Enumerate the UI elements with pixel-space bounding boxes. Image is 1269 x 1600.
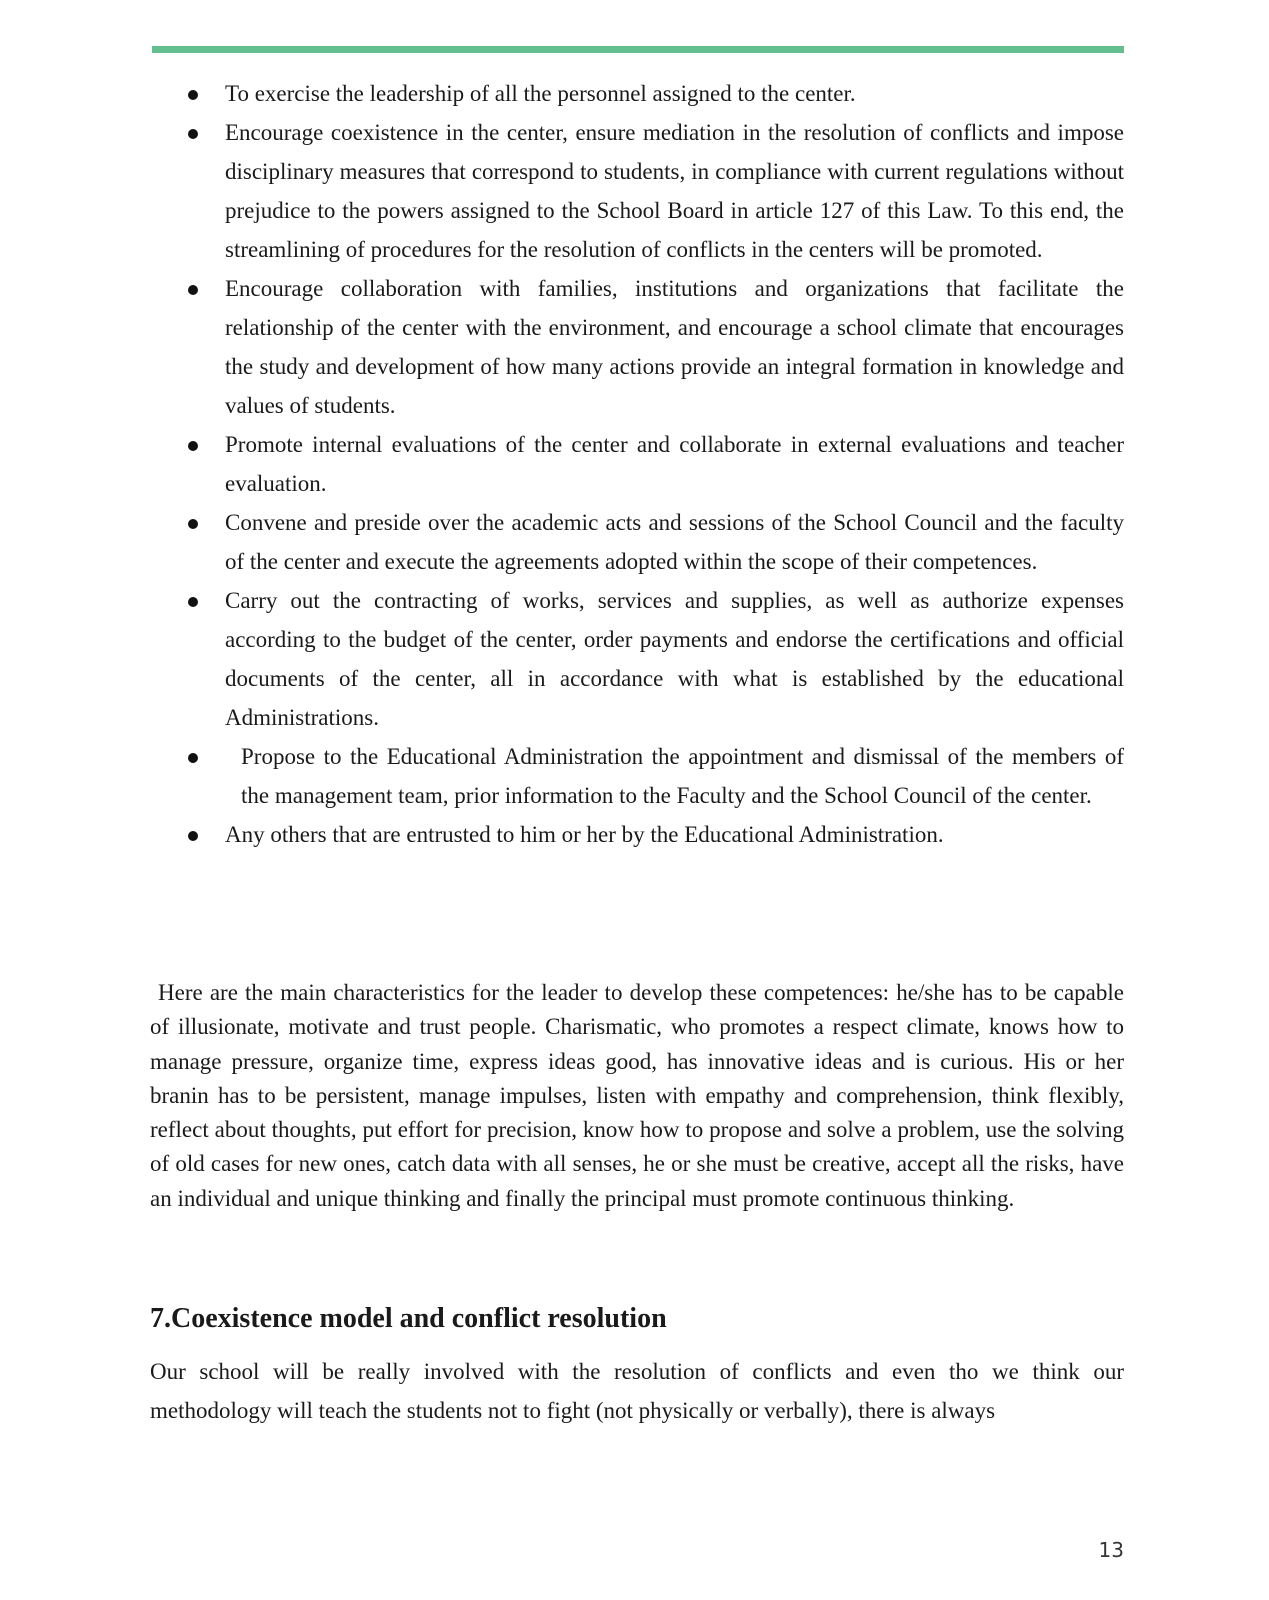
responsibilities-list [187,74,1124,854]
bullet-icon [188,519,198,529]
list-item [187,815,1124,854]
list-item [187,74,1124,113]
list-item-text: Any others that are entrusted to him or her by the Educational Administration. [225,822,944,847]
bullet-icon [188,90,198,100]
page-number: 13 [1098,1538,1124,1562]
coexistence-intro-paragraph: Our school will be really involved with the resolution of conflicts and even tho we think our methodology will teach the students not to fight (not physically or verbally), there is always [150,1359,1124,1423]
bullet-icon [188,753,198,763]
bullet-icon [188,831,198,841]
list-item [187,113,1124,269]
list-item-text: Encourage coexistence in the center, ensure mediation in the resolution of conflicts and impose disciplinary measures that correspond to students, in compliance with current regulations without prejudice to the powers assigned to the School Board in article 127 of this Law. To this end, the streamlining of procedures for the resolution of conflicts in the centers will be promoted. [225,120,1124,262]
list-item-text: Convene and preside over the academic acts and sessions of the School Council and the faculty of the center and execute the agreements adopted within the scope of their competences. [225,510,1124,574]
bullet-icon [188,285,198,295]
list-item [187,269,1124,425]
section-heading: 7.Coexistence model and conflict resolution [150,1303,667,1334]
list-item-text: Encourage collaboration with families, institutions and organizations that facilitate the relationship of the center with the environment, and encourage a school climate that encourages the study and development of how many actions provide an integral formation in knowledge and values of students. [225,276,1124,418]
bullet-icon [188,129,198,139]
header-accent-rule [152,46,1124,53]
list-item-text: To exercise the leadership of all the personnel assigned to the center. [225,81,856,106]
list-item-text: Promote internal evaluations of the center and collaborate in external evaluations and teacher evaluation. [225,432,1124,496]
list-item [187,737,1124,815]
list-item-text: Carry out the contracting of works, services and supplies, as well as authorize expenses according to the budget of the center, order payments and endorse the certifications and official documents of the center, all in accordance with what is established by the educational Administrations. [225,588,1124,730]
list-item [187,425,1124,503]
list-item [187,581,1124,737]
bullet-icon [188,597,198,607]
list-item [187,503,1124,581]
bullet-icon [188,441,198,451]
leader-characteristics-paragraph: Here are the main characteristics for the leader to develop these competences: he/she has to be capable of illusionate, motivate and trust people. Charismatic, who promotes a respect climate, knows how to manage pressure, organize time, express ideas good, has innovative ideas and is curious. His or her branin has to be persistent, manage impulses, listen with empathy and comprehension, think flexibly, reflect about thoughts, put effort for precision, know how to propose and solve a problem, use the solving of old cases for new ones, catch data with all senses, he or she must be creative, accept all the risks, have an individual and unique thinking and finally the principal must promote continuous thinking. [150,980,1124,1211]
list-item-text: Propose to the Educational Administration the appointment and dismissal of the members of the management team, prior information to the Faculty and the School Council of the center. [241,744,1124,808]
